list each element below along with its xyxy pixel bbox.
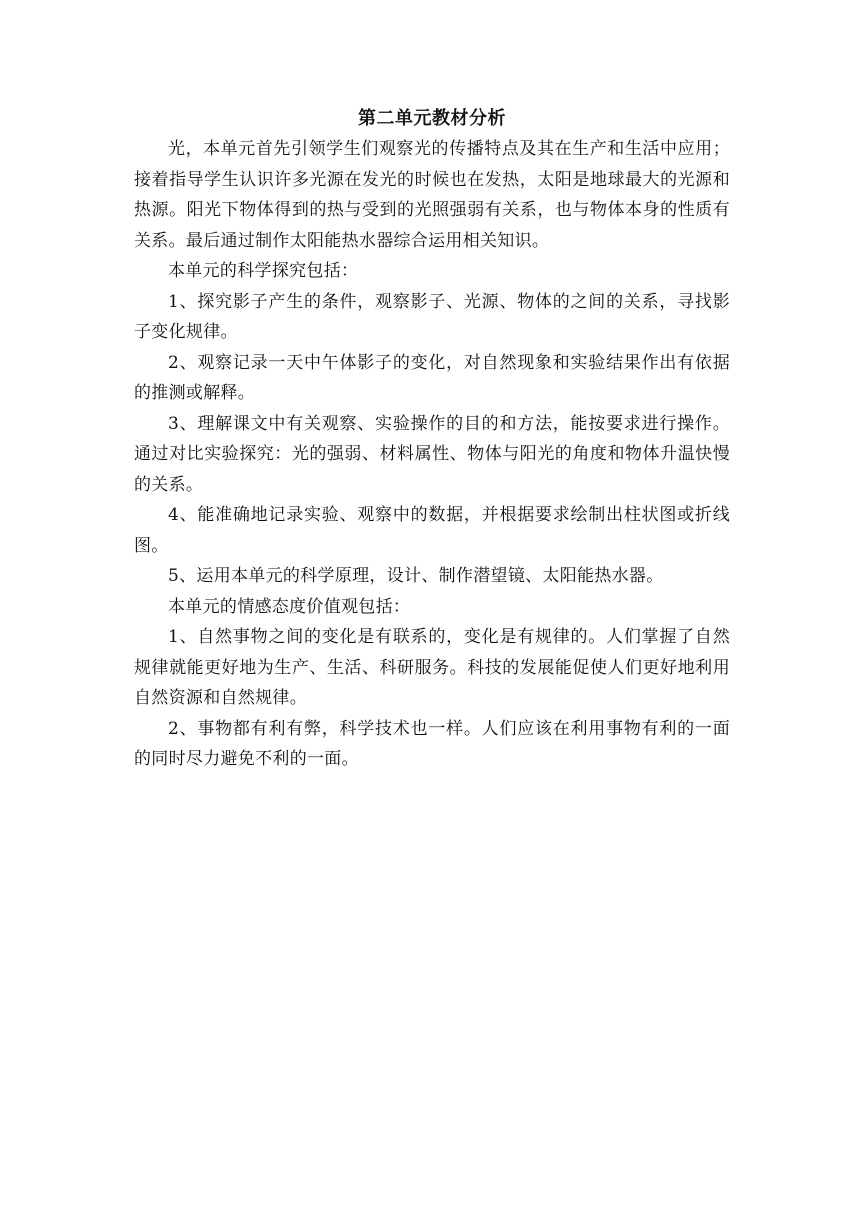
document-title: 第二单元教材分析 — [358, 108, 506, 129]
paragraph-inquiry-4: 4、能准确地记录实验、观察中的数据，并根据要求绘制出柱状图或折线图。 — [134, 505, 730, 556]
paragraph-values-2: 2、事物都有利有弊，科学技术也一样。人们应该在利用事物有利的一面的同时尽力避免不利的一面。 — [134, 718, 730, 769]
paragraph-values-heading: 本单元的情感态度价值观包括： — [168, 596, 411, 617]
paragraph-values-1: 1、自然事物之间的变化是有联系的，变化是有规律的。人们掌握了自然规律就能更好地为生产、生活、科研服务。科技的发展能促使人们更好地利用自然资源和自然规律。 — [134, 627, 730, 708]
paragraph-inquiry-3: 3、理解课文中有关观察、实验操作的目的和方法，能按要求进行操作。通过对比实验探究：光的强弱、材料属性、物体与阳光的角度和物体升温快慢的关系。 — [134, 413, 730, 495]
paragraph-inquiry-5: 5、运用本单元的科学原理，设计、制作潜望镜、太阳能热水器。 — [168, 566, 664, 586]
document-page — [134, 104, 730, 775]
paragraph-inquiry-heading: 本单元的科学探究包括： — [168, 261, 359, 281]
paragraph-inquiry-1: 1、探究影子产生的条件，观察影子、光源、物体的之间的关系，寻找影子变化规律。 — [134, 291, 730, 342]
paragraph-intro: 光，本单元首先引领学生们观察光的传播特点及其在生产和生活中应用；接着指导学生认识许多光源在发光的时候也在发热，太阳是地球最大的光源和热源。阳光下物体得到的热与受到的光照强弱有关系，也与物体本身的性质有关系。最后通过制作太阳能热水器综合运用相关知识。 — [134, 139, 730, 251]
paragraph-inquiry-2: 2、观察记录一天中午体影子的变化，对自然现象和实验结果作出有依据的推测或解释。 — [134, 352, 730, 403]
